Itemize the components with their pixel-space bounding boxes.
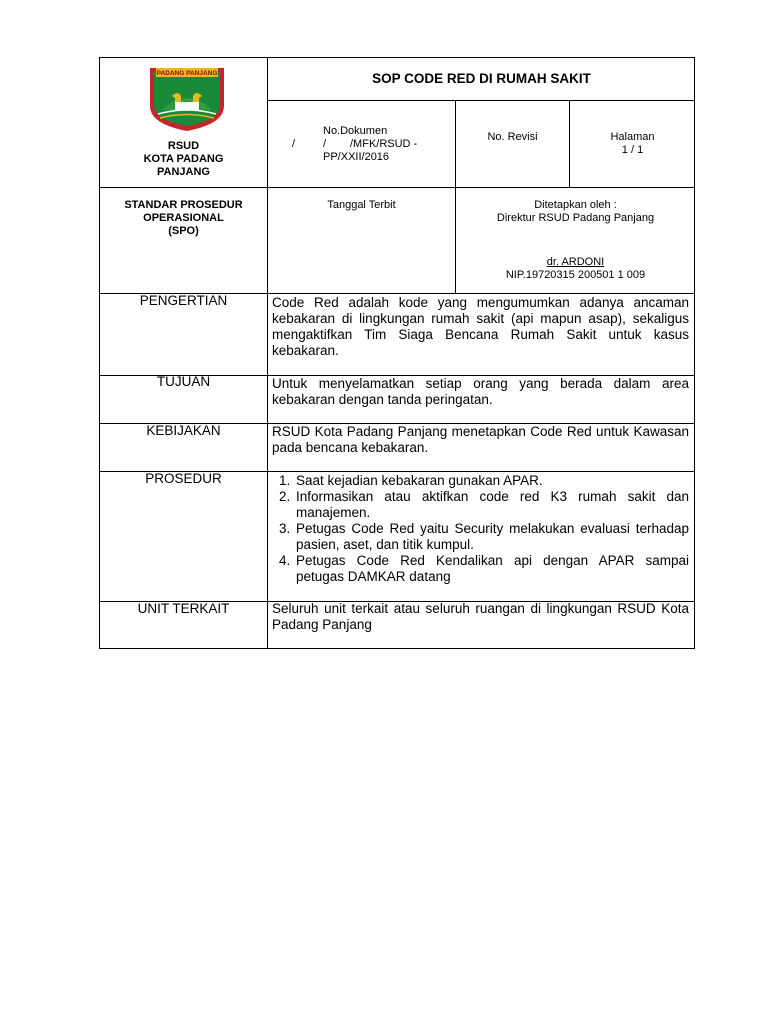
- pengertian-text: Code Red adalah kode yang mengumumkan adanya ancaman kebakaran di lingkungan rumah sakit (api mapun asap), sekaligus mengaktifkan Tim Siaga Bencana Rumah Sakit untuk kasus kebakaran.: [272, 295, 689, 358]
- tujuan-text: Untuk menyelamatkan setiap orang yang berada dalam area kebakaran dengan tanda peringatan.: [272, 376, 689, 407]
- pengertian-label: PENGERTIAN: [139, 293, 228, 308]
- halaman-label: Halaman: [610, 131, 655, 143]
- org-name-line1: RSUD: [167, 140, 200, 152]
- kebijakan-label: KEBIJAKAN: [146, 423, 221, 438]
- halaman-value: 1 / 1: [621, 144, 644, 156]
- org-name-line2: KOTA PADANG: [143, 153, 224, 165]
- prosedur-item: 4. Petugas Code Red Kendalikan api dengan APAR sampai petugas DAMKAR datang: [294, 553, 689, 585]
- document-title: SOP CODE RED DI RUMAH SAKIT: [372, 71, 591, 86]
- prosedur-item: 1. Saat kejadian kebakaran gunakan APAR.: [294, 473, 689, 489]
- no-revisi-label: No. Revisi: [487, 131, 538, 143]
- no-dokumen-slash: /: [292, 138, 296, 150]
- no-dokumen-code-line2: PP/XXII/2016: [323, 151, 390, 163]
- signatory-nip: NIP.19720315 200501 1 009: [505, 269, 646, 281]
- no-dokumen-label: No.Dokumen: [323, 125, 388, 137]
- ditetapkan-label: Ditetapkan oleh :: [534, 199, 617, 211]
- logo-text: PADANG PANJANG: [156, 70, 218, 77]
- divider: [267, 100, 695, 101]
- tujuan-label: TUJUAN: [156, 374, 211, 389]
- spo-label-line3: (SPO): [168, 225, 199, 237]
- signatory-name: dr. ARDONI: [546, 256, 605, 268]
- kebijakan-text: RSUD Kota Padang Panjang menetapkan Code Red untuk Kawasan pada bencana kebakaran.: [272, 424, 689, 455]
- direktur-title: Direktur RSUD Padang Panjang: [496, 212, 655, 224]
- no-dokumen-code: /MFK/RSUD -: [350, 138, 418, 150]
- unit-terkait-text: Seluruh unit terkait atau seluruh ruangan di lingkungan RSUD Kota Padang Panjang: [272, 601, 689, 632]
- hospital-logo: [148, 66, 226, 132]
- no-dokumen-slash: /: [323, 138, 327, 150]
- org-name-line3: PANJANG: [157, 166, 210, 178]
- tanggal-terbit-label: Tanggal Terbit: [327, 199, 396, 211]
- prosedur-item: 2. Informasikan atau aktifkan code red K3 rumah sakit dan manajemen.: [294, 489, 689, 521]
- prosedur-label: PROSEDUR: [145, 471, 222, 486]
- unit-terkait-label: UNIT TERKAIT: [137, 601, 230, 616]
- divider: [100, 187, 695, 188]
- sop-document: [99, 57, 695, 649]
- prosedur-item: 3. Petugas Code Red yaitu Security melakukan evaluasi terhadap pasien, aset, dan titik kumpul.: [294, 521, 689, 553]
- prosedur-list: [272, 473, 689, 585]
- spo-label-line1: STANDAR PROSEDUR: [124, 199, 243, 211]
- spo-label-line2: OPERASIONAL: [143, 212, 224, 224]
